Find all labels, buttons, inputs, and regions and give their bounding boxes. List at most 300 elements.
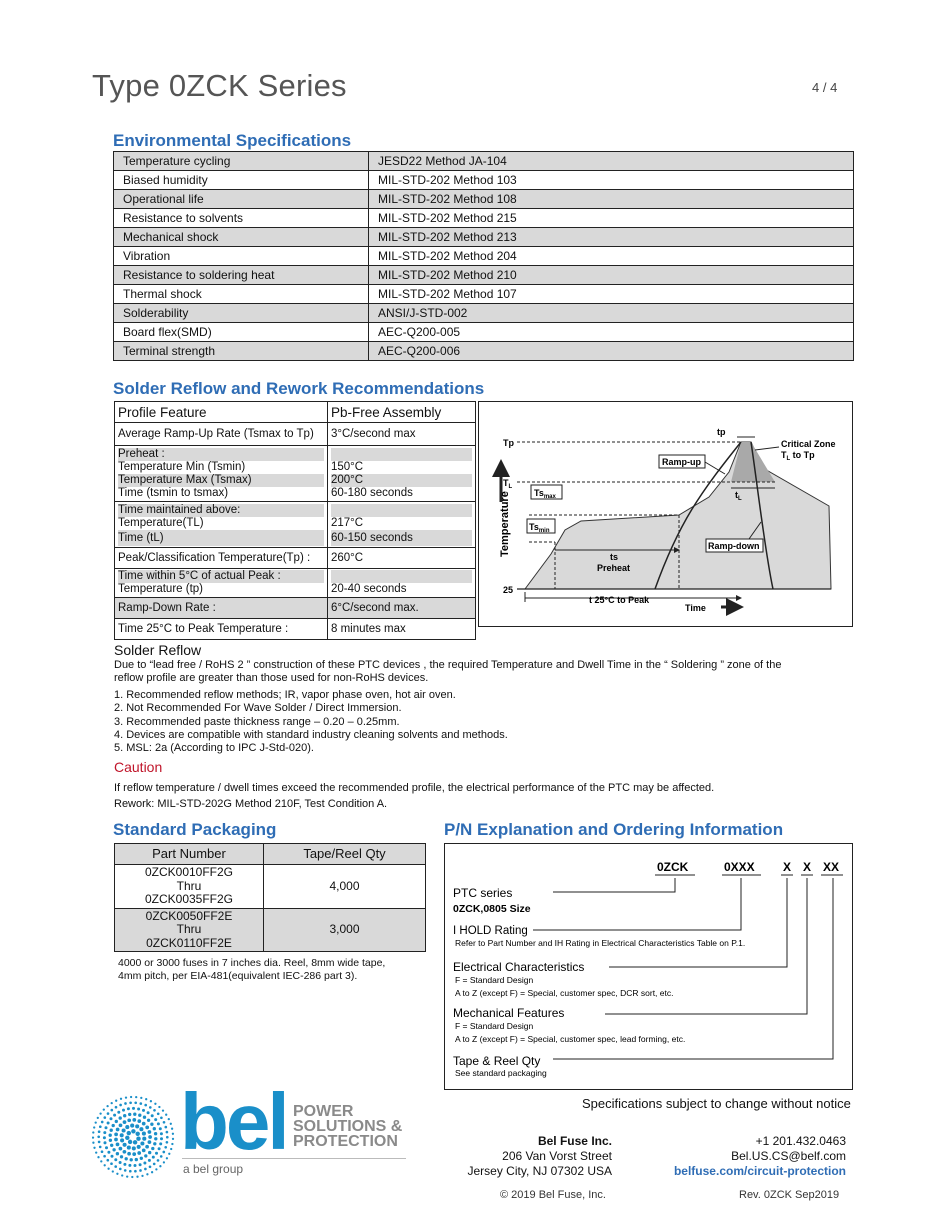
logo-dot <box>103 1116 106 1119</box>
logo-dot <box>105 1126 108 1129</box>
logo-dot <box>162 1109 164 1111</box>
logo-dot <box>119 1168 122 1171</box>
logo-dot <box>119 1104 122 1107</box>
logo-dot <box>147 1111 150 1114</box>
logo-dot <box>139 1169 142 1172</box>
logo-dot <box>103 1108 105 1110</box>
tl-time-label: Time (tL) <box>118 530 324 546</box>
logo-dot <box>145 1098 147 1100</box>
logo-dot <box>132 1152 136 1156</box>
logo-dot <box>93 1147 95 1149</box>
tmin-label: Temperature Min (Tsmin) <box>118 461 246 473</box>
table-row <box>114 190 854 209</box>
logo-dot <box>138 1114 141 1117</box>
table-row <box>115 446 476 502</box>
pb-free-header: Pb-Free Assembly <box>328 402 476 423</box>
logo-dot <box>95 1121 97 1123</box>
ramp-up-label: Average Ramp-Up Rate (Tsmax to Tp) <box>115 423 328 446</box>
pn-code-series: 0ZCK <box>657 860 689 874</box>
logo-dot <box>111 1155 114 1158</box>
logo-line-1: POWER <box>293 1103 354 1120</box>
table-row <box>115 865 426 909</box>
spec-test-name: Temperature cycling <box>114 152 369 171</box>
logo-dot <box>157 1122 160 1125</box>
website-link[interactable]: belfuse.com/circuit-protection <box>673 1164 846 1178</box>
y-tl-label: $T_L$ <box>503 478 513 490</box>
spec-test-method: JESD22 Method JA-104 <box>369 152 854 171</box>
logo-dot <box>98 1130 101 1133</box>
caution-line-2: Rework: MIL-STD-202G Method 210F, Test Condition A. <box>114 798 388 810</box>
logo-dot <box>151 1114 154 1117</box>
logo-dot <box>129 1170 132 1173</box>
logo-dot <box>172 1138 174 1140</box>
logo-dot <box>155 1152 158 1155</box>
ramp-up-label: Ramp-up <box>662 457 701 467</box>
part-number-thru: Thru <box>176 878 202 893</box>
reflow-item: 2. Not Recommended For Wave Solder / Direct Immersion. <box>114 702 402 715</box>
logo-line-2: SOLUTIONS & <box>293 1118 403 1135</box>
logo-dot <box>125 1136 129 1140</box>
logo-dot <box>133 1140 137 1144</box>
logo-dot <box>152 1156 155 1159</box>
logo-dot <box>123 1163 126 1166</box>
logo-dot <box>166 1136 169 1139</box>
logo-dot <box>103 1136 106 1139</box>
logo-dot <box>164 1146 167 1149</box>
logo-dot <box>125 1096 127 1098</box>
logo-dot <box>119 1147 123 1151</box>
logo-dot <box>123 1150 127 1154</box>
tsmin-label: $Ts_{min}$ <box>529 522 550 534</box>
table-row <box>115 548 476 569</box>
logo-dot <box>114 1133 118 1137</box>
logo-dot <box>128 1140 132 1144</box>
ramp-down-label: Ramp-Down Rate : <box>115 598 328 619</box>
logo-dot <box>166 1131 169 1134</box>
logo-dot <box>143 1162 146 1165</box>
logo-dot <box>111 1102 113 1104</box>
reflow-profile-diagram <box>478 401 853 627</box>
logo-dot <box>134 1164 137 1167</box>
tp-label: Temperature (tp) <box>118 583 204 595</box>
spec-test-name: Operational life <box>114 190 369 209</box>
t25-label: t 25°C to Peak <box>589 595 650 605</box>
critical-pointer <box>755 447 779 450</box>
spec-test-method: MIL-STD-202 Method 108 <box>369 190 854 209</box>
street-address: 206 Van Vorst Street <box>502 1149 612 1163</box>
spec-test-name: Resistance to soldering heat <box>114 266 369 285</box>
logo-dot <box>112 1124 115 1127</box>
spec-test-name: Mechanical shock <box>114 228 369 247</box>
logo-dot <box>168 1118 170 1120</box>
logo-dot <box>170 1148 172 1150</box>
logo-dot <box>144 1154 147 1157</box>
logo-dot <box>112 1148 115 1151</box>
pn-code-rating: 0XXX <box>724 860 755 874</box>
logo-dot <box>149 1165 152 1168</box>
logo-dot <box>159 1127 162 1130</box>
logo-dot <box>134 1101 137 1104</box>
pn-series-label: PTC series <box>453 886 513 900</box>
logo-dot <box>154 1132 157 1135</box>
bel-logo-word: bel <box>180 1077 287 1166</box>
logo-dot <box>114 1138 118 1142</box>
maintained-label: Time maintained above: <box>118 504 324 517</box>
tape-reel-header: Tape/Reel Qty <box>264 844 426 865</box>
phone-number: +1 201.432.0463 <box>755 1134 846 1148</box>
logo-dot <box>98 1141 101 1144</box>
logo-dot <box>131 1129 135 1133</box>
peak-value: 260°C <box>328 548 476 569</box>
logo-dot <box>168 1153 170 1155</box>
logo-dot <box>99 1112 101 1114</box>
pn-mech-label: Mechanical Features <box>453 1006 565 1020</box>
critical-zone-label: Critical Zone <box>781 439 836 449</box>
ramp-up-pointer <box>705 462 725 474</box>
logo-dot <box>97 1156 99 1158</box>
logo-dot <box>166 1157 168 1159</box>
logo-dot <box>140 1141 144 1145</box>
tp-value: 20-40 seconds <box>331 583 407 595</box>
logo-dot <box>119 1116 122 1119</box>
logo-dot <box>93 1126 95 1128</box>
pn-diagram <box>445 844 852 1089</box>
table-row <box>114 266 854 285</box>
logo-dot <box>104 1164 106 1166</box>
logo-dot <box>110 1144 113 1147</box>
logo-dot <box>147 1119 150 1122</box>
bel-logo-mark <box>92 1095 182 1180</box>
logo-dot <box>142 1149 146 1153</box>
logo-dot <box>103 1131 106 1134</box>
spec-test-method: AEC-Q200-005 <box>369 323 854 342</box>
pn-connector-reel <box>553 878 833 1059</box>
pn-elec-f: F = Standard Design <box>455 975 534 985</box>
part-number-to: 0ZCK0110FF2E <box>146 935 232 950</box>
logo-dot <box>142 1132 146 1136</box>
y-axis-label: Temperature <box>499 491 511 557</box>
logo-dot <box>122 1109 125 1112</box>
logo-dot <box>142 1109 145 1112</box>
logo-dot <box>132 1146 136 1150</box>
logo-dot <box>114 1165 117 1168</box>
tsmin-tsmax-label: Time (tsmin to tsmax) <box>118 487 229 499</box>
spec-test-method: MIL-STD-202 Method 103 <box>369 171 854 190</box>
logo-dot <box>99 1125 102 1128</box>
logo-dot <box>150 1100 152 1102</box>
logo-dot <box>101 1150 104 1153</box>
spec-test-name: Board flex(SMD) <box>114 323 369 342</box>
reflow-item: 3. Recommended paste thickness range – 0.20 – 0.25mm. <box>114 715 400 728</box>
y-tp-label: Tp <box>503 438 514 448</box>
logo-dot <box>125 1125 129 1129</box>
logo-dot <box>148 1159 151 1162</box>
reflow-item: 1. Recommended reflow methods; IR, vapor phase oven, hot air oven. <box>114 688 456 701</box>
logo-dot <box>148 1140 152 1144</box>
logo-dot <box>159 1142 162 1145</box>
logo-dot <box>110 1162 113 1165</box>
spec-test-method: ANSI/J-STD-002 <box>369 304 854 323</box>
table-row <box>115 502 476 548</box>
logo-dot <box>154 1118 157 1121</box>
logo-dot <box>121 1174 123 1176</box>
tp-top-label: tp <box>717 427 726 437</box>
packaging-table <box>114 843 426 952</box>
logo-dot <box>149 1106 152 1109</box>
tsmin-tsmax-value: 60-180 seconds <box>331 487 413 499</box>
logo-dot <box>113 1114 116 1117</box>
logo-dot <box>128 1164 131 1167</box>
logo-dot <box>146 1173 148 1175</box>
logo-dot <box>116 1143 120 1147</box>
table-row <box>115 423 476 446</box>
logo-dot <box>101 1121 104 1124</box>
logo-dot <box>123 1114 126 1117</box>
logo-dot <box>115 1100 117 1102</box>
within-label: Time within 5°C of actual Peak : <box>118 570 324 583</box>
logo-dot <box>159 1165 161 1167</box>
logo-dot <box>145 1126 149 1130</box>
logo-dot <box>120 1133 124 1137</box>
spec-test-name: Biased humidity <box>114 171 369 190</box>
logo-dot <box>115 1106 118 1109</box>
pn-explanation-box <box>444 843 853 1090</box>
spec-test-name: Thermal shock <box>114 285 369 304</box>
preheat-label: Preheat : <box>118 448 324 461</box>
logo-dot <box>157 1159 160 1162</box>
spec-test-method: MIL-STD-202 Method 213 <box>369 228 854 247</box>
part-number-thru: Thru <box>176 922 202 936</box>
logo-dot <box>105 1146 108 1149</box>
pn-hold-desc: Refer to Part Number and IH Rating in Electrical Characteristics Table on P.1. <box>455 938 746 948</box>
packaging-note <box>118 957 385 983</box>
pn-mech-f: F = Standard Design <box>455 1021 534 1031</box>
reflow-profile-svg <box>479 402 852 626</box>
table-row <box>114 323 854 342</box>
pn-elec-az: A to Z (except F) = Special, customer spec, DCR sort, etc. <box>455 988 674 998</box>
logo-dot <box>135 1132 139 1136</box>
env-specs-heading: Environmental Specifications <box>113 131 352 150</box>
logo-dot <box>135 1096 137 1098</box>
critical-zone-sub: $T_L$ to Tp <box>781 450 815 462</box>
pn-series-size: 0ZCK,0805 Size <box>453 903 531 915</box>
logo-dot <box>112 1170 114 1172</box>
email-link[interactable]: Bel.US.CS@belf.com <box>731 1149 846 1163</box>
logo-dot <box>164 1126 167 1129</box>
logo-dot <box>165 1114 167 1116</box>
logo-dot <box>142 1122 146 1126</box>
table-row <box>114 228 854 247</box>
logo-dot <box>148 1151 151 1154</box>
logo-dot <box>120 1098 122 1100</box>
pn-mech-az: A to Z (except F) = Special, customer spec, lead forming, etc. <box>455 1034 686 1044</box>
city-address: Jersey City, NJ 07302 USA <box>467 1164 612 1178</box>
logo-dot <box>139 1102 142 1105</box>
spec-test-name: Solderability <box>114 304 369 323</box>
caution-title: Caution <box>114 759 163 775</box>
env-specs-table <box>113 151 854 361</box>
logo-dot <box>135 1124 139 1128</box>
spec-test-name: Vibration <box>114 247 369 266</box>
part-number-from: 0ZCK0050FF2E <box>145 908 233 923</box>
logo-dot <box>172 1133 174 1135</box>
logo-dot <box>100 1160 102 1162</box>
company-name: Bel Fuse Inc. <box>537 1134 612 1148</box>
tl-time-value: 60-150 seconds <box>331 530 472 546</box>
bel-dot-globe-icon <box>92 1095 182 1180</box>
table-row <box>115 844 426 865</box>
table-row <box>115 619 476 640</box>
logo-dot <box>142 1137 146 1141</box>
logo-dot <box>144 1168 147 1171</box>
logo-dot <box>160 1132 163 1135</box>
pn-connector-series <box>553 878 675 892</box>
logo-dot <box>136 1136 140 1140</box>
logo-dot <box>97 1117 99 1119</box>
logo-dot <box>140 1157 143 1160</box>
logo-dot <box>155 1168 157 1170</box>
logo-dot <box>130 1158 133 1161</box>
logo-dot <box>92 1136 94 1138</box>
logo-dot <box>158 1147 161 1150</box>
to-peak-label: Time 25°C to Peak Temperature : <box>115 619 328 640</box>
logo-dot <box>171 1143 173 1145</box>
logo-dot <box>137 1151 141 1155</box>
packaging-note-1: 4000 or 3000 fuses in 7 inches dia. Reel, 8mm wide tape, <box>118 957 386 969</box>
logo-dot <box>153 1142 156 1145</box>
revision: Rev. 0ZCK Sep2019 <box>739 1189 840 1201</box>
peak-label: Peak/Classification Temperature(Tp) : <box>115 548 328 569</box>
logo-dot <box>137 1145 141 1149</box>
pn-heading: P/N Explanation and Ordering Information <box>444 820 784 839</box>
tsmax-label: $Ts_{max}$ <box>534 488 556 500</box>
logo-dot <box>127 1107 130 1110</box>
logo-dot <box>132 1118 136 1122</box>
logo-dot <box>141 1175 143 1177</box>
logo-dot <box>144 1104 147 1107</box>
table-row <box>114 152 854 171</box>
to-peak-value: 8 minutes max <box>328 619 476 640</box>
reflow-notes <box>114 642 849 756</box>
table-row <box>114 209 854 228</box>
packaging-note-2: 4mm pitch, per EIA-481(equivalent IEC-286 part 3). <box>118 970 358 982</box>
logo-dot <box>171 1128 173 1130</box>
time-label: Time <box>685 603 706 613</box>
reflow-heading: Solder Reflow and Rework Recommendations <box>113 379 485 398</box>
bel-logo-tagline <box>293 1104 402 1149</box>
document-title: Type 0ZCK Series <box>92 68 347 103</box>
packaging-heading: Standard Packaging <box>113 820 277 839</box>
reflow-item: 4. Devices are compatible with standard industry cleaning solvents and methods. <box>114 729 508 742</box>
logo-dot <box>119 1123 123 1127</box>
logo-line-3: PROTECTION <box>293 1133 398 1150</box>
tmax-label: Temperature Max (Tsmax) <box>118 474 324 487</box>
reflow-item: 5. MSL: 2a (According to IPC J-Std-020). <box>114 742 314 755</box>
spec-test-name: Terminal strength <box>114 342 369 361</box>
logo-dot <box>124 1169 127 1172</box>
logo-dot <box>95 1151 97 1153</box>
pn-connector-elec <box>609 878 787 967</box>
solder-reflow-title: Solder Reflow <box>114 642 202 658</box>
profile-feature-header: Profile Feature <box>115 402 328 423</box>
logo-dot <box>139 1163 142 1166</box>
caution-body <box>114 780 714 812</box>
logo-dot <box>128 1113 131 1116</box>
table-row <box>115 908 426 952</box>
qty-value: 4,000 <box>264 865 426 909</box>
caution-line-1: If reflow temperature / dwell times exceed the recommended profile, the electrical performance of the PTC may be affected. <box>114 782 715 794</box>
logo-dot <box>143 1116 146 1119</box>
logo-dot <box>126 1175 128 1177</box>
logo-dot <box>150 1123 153 1126</box>
logo-dot <box>158 1106 160 1108</box>
tl-temp-label: Temperature(TL) <box>118 517 204 529</box>
logo-dot <box>153 1109 156 1112</box>
logo-dot <box>151 1147 154 1150</box>
logo-dot <box>107 1151 110 1154</box>
logo-dot <box>107 1122 110 1125</box>
logo-dot <box>116 1128 120 1132</box>
logo-dot <box>131 1176 133 1178</box>
logo-dot <box>104 1141 107 1144</box>
logo-dot <box>154 1137 157 1140</box>
logo-dot <box>139 1127 143 1131</box>
logo-dot <box>151 1171 153 1173</box>
spec-test-method: AEC-Q200-006 <box>369 342 854 361</box>
logo-dot <box>92 1142 94 1144</box>
table-row <box>114 304 854 323</box>
logo-dot <box>116 1173 118 1175</box>
pn-code-mech: X <box>803 860 812 874</box>
logo-dot <box>153 1127 156 1130</box>
disclaimer: Specifications subject to change without notice <box>582 1096 851 1111</box>
logo-dot <box>163 1121 166 1124</box>
logo-dot <box>160 1116 163 1119</box>
logo-dot <box>107 1112 110 1115</box>
pn-tape-desc: See standard packaging <box>455 1068 547 1078</box>
logo-dot <box>107 1168 109 1170</box>
logo-dot <box>137 1119 141 1123</box>
ramp-down-value: 6°C/second max. <box>328 598 476 619</box>
logo-dot <box>160 1155 163 1158</box>
reflow-para-1: Due to “lead free / RoHS 2 ” construction of these PTC devices , the required Temperature and Dwell Time in the “ Soldering ” zone of the <box>114 659 782 671</box>
table-row <box>114 342 854 361</box>
tmin-value: 150°C <box>331 461 364 473</box>
pn-elec-label: Electrical Characteristics <box>453 960 585 974</box>
part-number-to: 0ZCK0035FF2G <box>144 892 234 906</box>
logo-dot <box>109 1134 112 1137</box>
logo-dot <box>170 1123 172 1125</box>
logo-group: a bel group <box>183 1162 244 1176</box>
logo-dot <box>92 1131 94 1133</box>
logo-dot <box>127 1131 131 1135</box>
spec-test-name: Resistance to solvents <box>114 209 369 228</box>
logo-dot <box>122 1128 126 1132</box>
pn-connector-rating <box>533 878 741 930</box>
logo-dot <box>123 1143 127 1147</box>
part-number-from: 0ZCK0010FF2G <box>144 865 234 879</box>
table-row <box>115 569 476 598</box>
logo-dot <box>132 1107 135 1110</box>
logo-dot <box>123 1120 127 1124</box>
tl-label: $t_L$ <box>735 490 742 502</box>
ramp-up-value: 3°C/second max <box>328 423 476 446</box>
reflow-profile-table <box>114 401 476 640</box>
logo-dot <box>120 1155 123 1158</box>
logo-dot <box>114 1158 117 1161</box>
logo-dot <box>124 1102 127 1105</box>
logo-dot <box>106 1159 109 1162</box>
